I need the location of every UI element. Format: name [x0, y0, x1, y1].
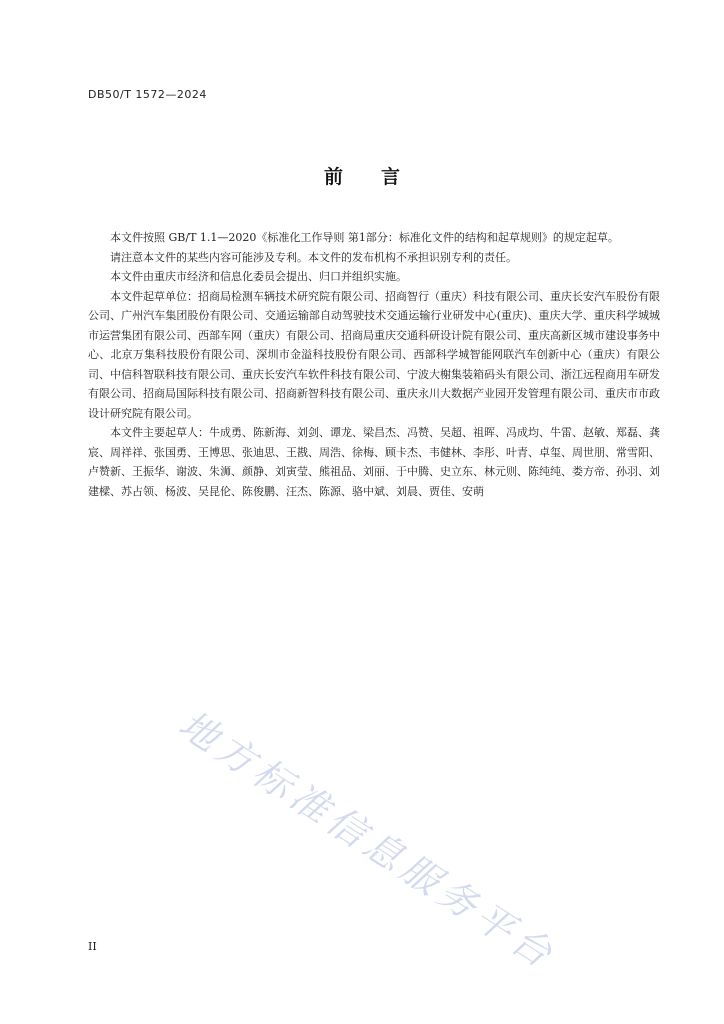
paragraph-drafters: 本文件主要起草人：牛成勇、陈新海、刘剑、谭龙、梁昌杰、冯赞、吴超、祖晖、冯成均、牛雷、赵敏、郑磊、龚宸、周祥祥、张国勇、王博思、张迪思、王戡、周浩、徐梅、顾卡杰、韦健林、李彤、叶青、卓玺、周世朋、常雪阳、卢赞新、王振华、谢波、朱浉、颜静、刘寅莹、熊祖品、刘丽、于中腾、史立东、林元则、陈纯纯、娄方帝、孙羽、刘建樑、苏占领、杨波、吴昆伦、陈俊鹏、汪杰、陈源、骆中斌、刘晨、贾佳、安萌 [88, 426, 660, 498]
page-title [0, 162, 724, 189]
page-number: II [88, 940, 97, 953]
paragraph-proposer: 本文件由重庆市经济和信息化委员会提出、归口并组织实施。 [110, 270, 407, 283]
paragraph-drafting-units: 本文件起草单位：招商局检测车辆技术研究院有限公司、招商智行（重庆）科技有限公司、重庆长安汽车股份有限公司、广州汽车集团股份有限公司、交通运输部自动驾驶技术交通运输行业研发中心(重庆)、重庆大学、重庆科学城城市运营集团有限公司、西部车网（重庆）有限公司、招商局重庆交通科研设计院有限公司、重庆高新区城市建设事务中心、北京万集科技股份有限公司、深圳市金溢科技股份有限公司、西部科学城智能网联汽车创新中心（重庆）有限公司、中信科智联科技有限公司、重庆长安汽车软件科技有限公司、宁波大榭集装箱码头有限公司、浙江远程商用车研发有限公司、招商局国际科技有限公司、招商新智科技有限公司、重庆永川大数据产业园开发管理有限公司、重庆市市政设计研究院有限公司。 [88, 289, 660, 420]
title-char-2: 言 [381, 166, 401, 188]
watermark: 地方标准信息服务平台 [171, 701, 565, 979]
title-char-1: 前 [323, 166, 343, 188]
paragraph-patent-notice: 请注意本文件的某些内容可能涉及专利。本文件的发布机构不承担识别专利的责任。 [110, 250, 517, 264]
foreword-body [88, 228, 660, 501]
document-code: DB50/T 1572—2024 [88, 88, 207, 101]
paragraph-drafting-rules: 本文件按照 GB/T 1.1—2020《标准化工作导则 第1部分：标准化文件的结构和起草规则》的规定起草。 [110, 231, 619, 244]
